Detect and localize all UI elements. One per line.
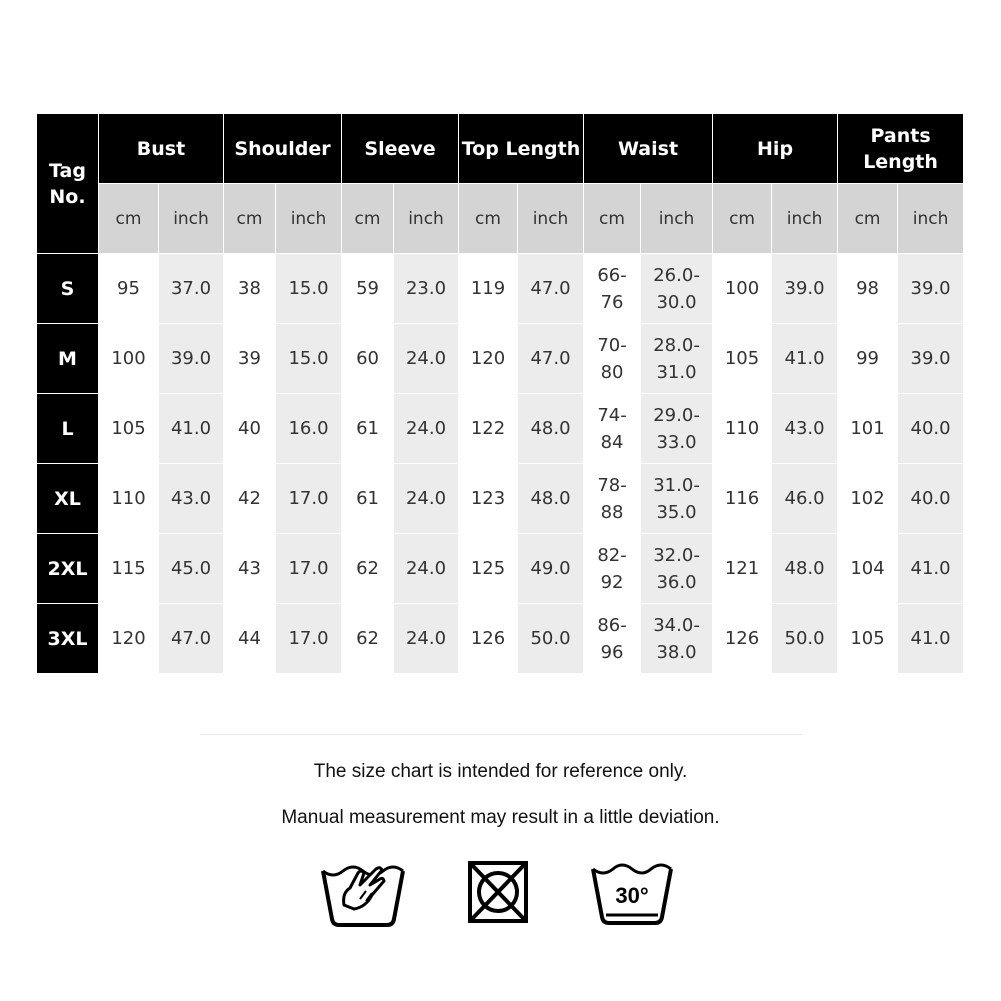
table-cell: 24.0 bbox=[394, 604, 459, 674]
table-cell: 39.0 bbox=[898, 254, 964, 324]
table-cell: 126 bbox=[713, 604, 772, 674]
table-cell: 46.0 bbox=[772, 464, 838, 534]
table-cell: 15.0 bbox=[276, 324, 342, 394]
table-cell: 17.0 bbox=[276, 604, 342, 674]
size-tag: 2XL bbox=[37, 534, 99, 604]
table-cell: 105 bbox=[838, 604, 898, 674]
table-cell: 86- 96 bbox=[584, 604, 641, 674]
table-cell: 43.0 bbox=[772, 394, 838, 464]
hand-wash-icon bbox=[320, 855, 406, 929]
table-row bbox=[37, 254, 964, 324]
table-cell: 44 bbox=[224, 604, 276, 674]
table-cell: 39.0 bbox=[772, 254, 838, 324]
table-cell: 48.0 bbox=[518, 464, 584, 534]
size-tag: L bbox=[37, 394, 99, 464]
table-cell: 102 bbox=[838, 464, 898, 534]
table-row bbox=[37, 394, 964, 464]
table-row bbox=[37, 604, 964, 674]
table-cell: 123 bbox=[459, 464, 518, 534]
table-cell: 105 bbox=[713, 324, 772, 394]
tag-no-header: Tag No. bbox=[37, 114, 99, 254]
table-cell: 39.0 bbox=[898, 324, 964, 394]
unit-header: cm bbox=[713, 184, 772, 254]
reference-note: The size chart is intended for reference only. bbox=[313, 761, 688, 782]
table-cell: 41.0 bbox=[772, 324, 838, 394]
table-cell: 50.0 bbox=[772, 604, 838, 674]
measurement-header-hip: Hip bbox=[713, 114, 838, 184]
do-not-tumble-dry-icon bbox=[466, 855, 530, 929]
table-cell: 74- 84 bbox=[584, 394, 641, 464]
table-cell: 59 bbox=[342, 254, 394, 324]
table-cell: 42 bbox=[224, 464, 276, 534]
unit-header: inch bbox=[276, 184, 342, 254]
table-cell: 99 bbox=[838, 324, 898, 394]
table-cell: 40.0 bbox=[898, 394, 964, 464]
table-cell: 29.0- 33.0 bbox=[641, 394, 713, 464]
table-cell: 17.0 bbox=[276, 534, 342, 604]
table-cell: 38 bbox=[224, 254, 276, 324]
table-cell: 122 bbox=[459, 394, 518, 464]
table-cell: 47.0 bbox=[159, 604, 224, 674]
table-cell: 26.0- 30.0 bbox=[641, 254, 713, 324]
unit-header: inch bbox=[772, 184, 838, 254]
table-cell: 49.0 bbox=[518, 534, 584, 604]
unit-header: inch bbox=[159, 184, 224, 254]
table-cell: 43.0 bbox=[159, 464, 224, 534]
unit-header: inch bbox=[394, 184, 459, 254]
table-cell: 39.0 bbox=[159, 324, 224, 394]
table-cell: 95 bbox=[99, 254, 159, 324]
unit-header: inch bbox=[898, 184, 964, 254]
unit-header: inch bbox=[641, 184, 713, 254]
machine-wash-30-icon bbox=[590, 855, 674, 929]
table-cell: 50.0 bbox=[518, 604, 584, 674]
table-cell: 45.0 bbox=[159, 534, 224, 604]
table-cell: 28.0- 31.0 bbox=[641, 324, 713, 394]
unit-header: inch bbox=[518, 184, 584, 254]
unit-header: cm bbox=[224, 184, 276, 254]
table-cell: 126 bbox=[459, 604, 518, 674]
size-chart-table bbox=[36, 113, 964, 674]
table-cell: 100 bbox=[713, 254, 772, 324]
table-cell: 105 bbox=[99, 394, 159, 464]
table-cell: 61 bbox=[342, 464, 394, 534]
measurement-header-shoulder: Shoulder bbox=[224, 114, 342, 184]
table-cell: 32.0- 36.0 bbox=[641, 534, 713, 604]
measurement-header-bust: Bust bbox=[99, 114, 224, 184]
size-tag: 3XL bbox=[37, 604, 99, 674]
table-cell: 100 bbox=[99, 324, 159, 394]
unit-header: cm bbox=[584, 184, 641, 254]
table-cell: 98 bbox=[838, 254, 898, 324]
unit-header: cm bbox=[838, 184, 898, 254]
table-cell: 41.0 bbox=[159, 394, 224, 464]
size-tag: S bbox=[37, 254, 99, 324]
measurement-header-top-length: Top Length bbox=[459, 114, 584, 184]
table-cell: 116 bbox=[713, 464, 772, 534]
table-cell: 39 bbox=[224, 324, 276, 394]
measurement-header-pants-length: Pants Length bbox=[838, 114, 964, 184]
table-cell: 110 bbox=[713, 394, 772, 464]
table-row bbox=[37, 464, 964, 534]
table-cell: 78- 88 bbox=[584, 464, 641, 534]
table-cell: 120 bbox=[99, 604, 159, 674]
table-cell: 23.0 bbox=[394, 254, 459, 324]
wash-temperature-label: 30° bbox=[615, 883, 649, 908]
table-cell: 47.0 bbox=[518, 254, 584, 324]
table-cell: 24.0 bbox=[394, 534, 459, 604]
table-cell: 31.0- 35.0 bbox=[641, 464, 713, 534]
table-cell: 17.0 bbox=[276, 464, 342, 534]
table-cell: 119 bbox=[459, 254, 518, 324]
table-cell: 115 bbox=[99, 534, 159, 604]
table-cell: 121 bbox=[713, 534, 772, 604]
table-cell: 24.0 bbox=[394, 324, 459, 394]
size-tag: M bbox=[37, 324, 99, 394]
deviation-note: Manual measurement may result in a little deviation. bbox=[281, 807, 720, 828]
divider bbox=[200, 734, 802, 735]
table-cell: 82- 92 bbox=[584, 534, 641, 604]
table-cell: 62 bbox=[342, 534, 394, 604]
table-cell: 120 bbox=[459, 324, 518, 394]
measurement-header-sleeve: Sleeve bbox=[342, 114, 459, 184]
table-cell: 15.0 bbox=[276, 254, 342, 324]
table-cell: 70- 80 bbox=[584, 324, 641, 394]
table-cell: 37.0 bbox=[159, 254, 224, 324]
size-tag: XL bbox=[37, 464, 99, 534]
table-cell: 43 bbox=[224, 534, 276, 604]
table-cell: 40 bbox=[224, 394, 276, 464]
table-cell: 48.0 bbox=[772, 534, 838, 604]
table-cell: 16.0 bbox=[276, 394, 342, 464]
table-cell: 66- 76 bbox=[584, 254, 641, 324]
table-cell: 41.0 bbox=[898, 534, 964, 604]
table-cell: 101 bbox=[838, 394, 898, 464]
measurement-header-waist: Waist bbox=[584, 114, 713, 184]
table-row bbox=[37, 534, 964, 604]
table-cell: 61 bbox=[342, 394, 394, 464]
table-cell: 40.0 bbox=[898, 464, 964, 534]
table-cell: 104 bbox=[838, 534, 898, 604]
table-cell: 24.0 bbox=[394, 394, 459, 464]
table-row bbox=[37, 324, 964, 394]
table-cell: 41.0 bbox=[898, 604, 964, 674]
table-cell: 125 bbox=[459, 534, 518, 604]
unit-header: cm bbox=[342, 184, 394, 254]
unit-header: cm bbox=[459, 184, 518, 254]
table-cell: 48.0 bbox=[518, 394, 584, 464]
table-cell: 62 bbox=[342, 604, 394, 674]
table-cell: 110 bbox=[99, 464, 159, 534]
unit-header: cm bbox=[99, 184, 159, 254]
table-cell: 47.0 bbox=[518, 324, 584, 394]
table-cell: 34.0- 38.0 bbox=[641, 604, 713, 674]
table-cell: 60 bbox=[342, 324, 394, 394]
table-cell: 24.0 bbox=[394, 464, 459, 534]
